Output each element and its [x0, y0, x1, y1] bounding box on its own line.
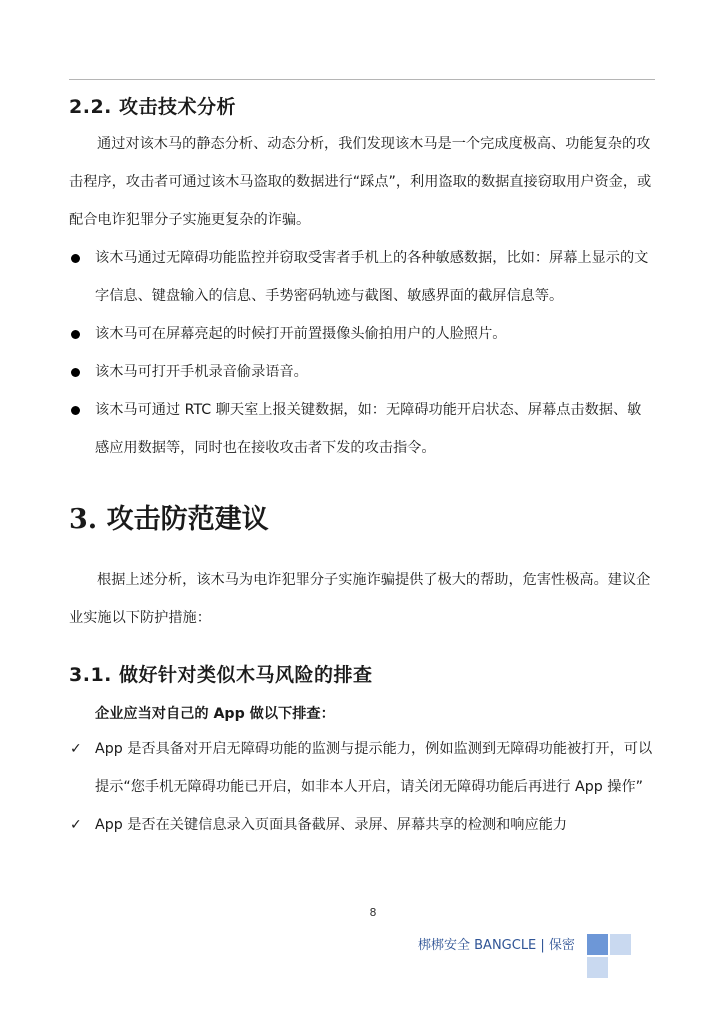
page-number: 8	[369, 906, 377, 919]
checklist-subheading: 企业应当对自己的 App 做以下排查：	[95, 706, 335, 722]
section-2-2-heading: 2.2. 攻击技术分析	[69, 96, 236, 118]
list-item	[69, 353, 655, 391]
list-item	[69, 730, 655, 806]
section-3-heading	[69, 497, 269, 536]
list-item-text: 该木马可打开手机录音偷录语音。	[95, 364, 308, 380]
attack-capabilities-list	[69, 239, 655, 467]
list-item	[69, 239, 655, 315]
bullet-dot-icon	[71, 254, 80, 263]
bullet-dot-icon	[71, 368, 80, 377]
section-3-1-heading: 3.1. 做好针对类似木马风险的排查	[69, 664, 373, 686]
list-item-text: App 是否在关键信息录入页面具备截屏、录屏、屏幕共享的检测和响应能力	[95, 817, 568, 833]
list-item-text: 该木马通过无障碍功能监控并窃取受害者手机上的各种敏感数据，比如：屏幕上显示的文字信息、键盘输入的信息、手势密码轨迹与截图、敏感界面的截屏信息等。	[95, 250, 649, 304]
section-title: 攻击防范建议	[106, 504, 269, 535]
logo-square	[587, 934, 608, 955]
list-item	[69, 315, 655, 353]
list-item	[69, 806, 655, 844]
bullet-dot-icon	[71, 330, 80, 339]
bullet-dot-icon	[71, 406, 80, 415]
intro-paragraph: 根据上述分析，该木马为电诈犯罪分子实施诈骗提供了极大的帮助，危害性极高。建议企业实施以下防护措施：	[69, 572, 651, 626]
header-rule	[69, 79, 655, 80]
footer-brand-text: 梆梆安全 BANGCLE | 保密	[418, 938, 575, 953]
checkmark-icon: ✓	[70, 741, 82, 757]
logo-square	[610, 934, 631, 955]
app-checklist	[69, 730, 655, 844]
section-number: 3.	[69, 504, 98, 535]
list-item-text: App 是否具备对开启无障碍功能的监测与提示能力，例如监测到无障碍功能被打开，可以提示“您手机无障碍功能已开启，如非本人开启，请关闭无障碍功能后再进行 App 操作”	[95, 741, 653, 795]
intro-paragraph: 通过对该木马的静态分析、动态分析，我们发现该木马是一个完成度极高、功能复杂的攻击程序，攻击者可通过该木马盗取的数据进行“踩点”，利用盗取的数据直接窃取用户资金，或配合电诈犯罪分子实施更复杂的诈骗。	[69, 136, 652, 228]
logo-square	[587, 957, 608, 978]
list-item	[69, 391, 655, 467]
checkmark-icon: ✓	[70, 817, 82, 833]
section-3-intro	[69, 561, 655, 637]
list-item-text: 该木马可通过 RTC 聊天室上报关键数据，如：无障碍功能开启状态、屏幕点击数据、敏感应用数据等，同时也在接收攻击者下发的攻击指令。	[95, 402, 642, 456]
section-2-2-intro	[69, 125, 655, 239]
list-item-text: 该木马可在屏幕亮起的时候打开前置摄像头偷拍用户的人脸照片。	[95, 326, 507, 342]
